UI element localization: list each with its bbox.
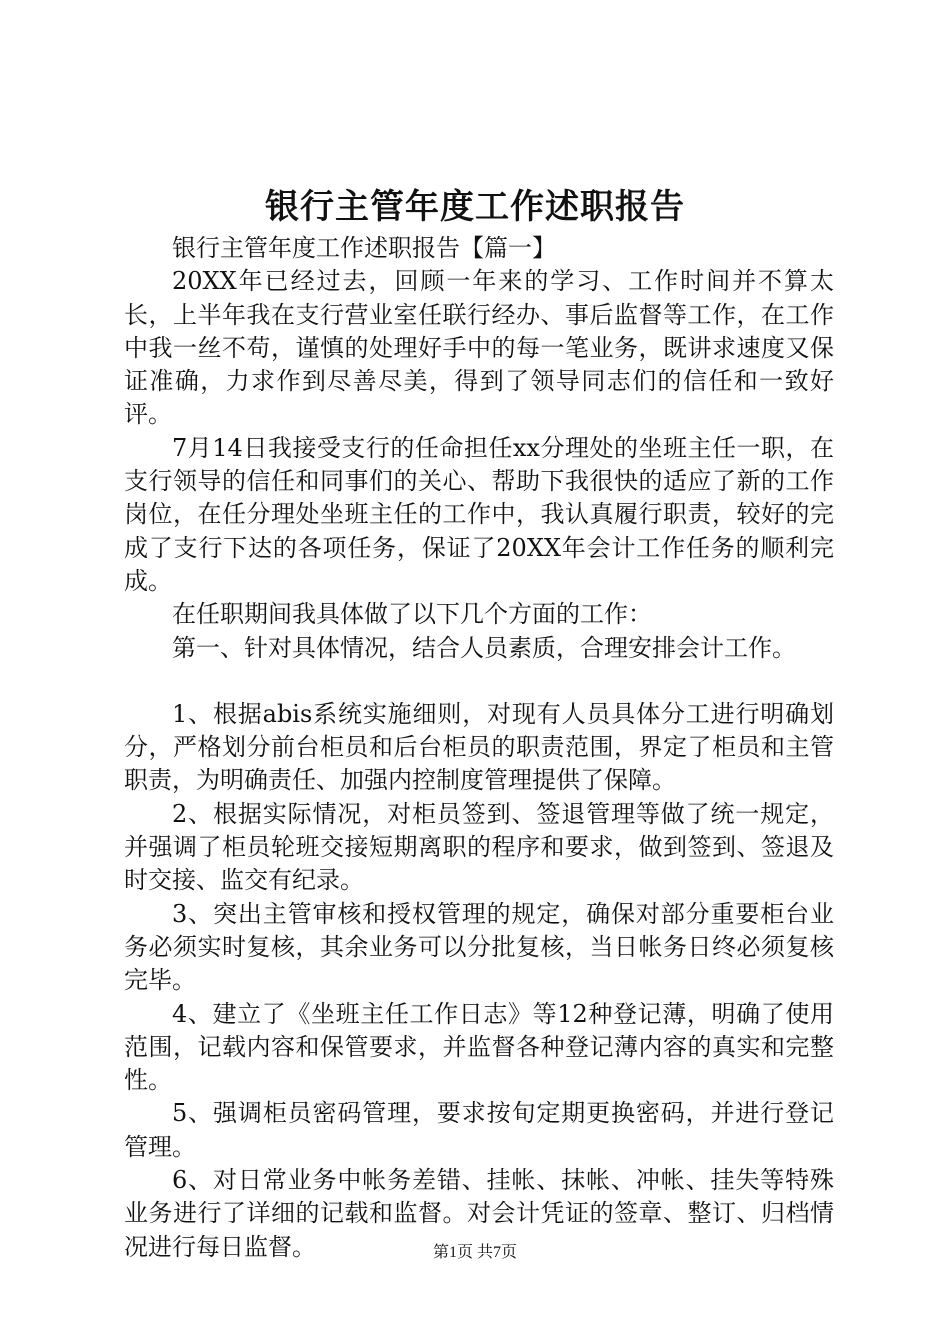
paragraph: 在任职期间我具体做了以下几个方面的工作：: [172, 600, 652, 629]
paragraph: 20XX年已经过去，回顾一年来的学习、工作时间并不算太长，上半年我在支行营业室任联行经办、事后监督等工作，在工作中我一丝不苟，谨慎的处理好手中的每一笔业务，既讲求速度又保证准确，力求作到尽善尽美，得到了领导同志们的信任和一致好评。: [124, 267, 834, 429]
list-item: 4、建立了《坐班主任工作日志》等12种登记薄，明确了使用范围，记载内容和保管要求，并监督各种登记薄内容的真实和完整性。: [124, 999, 834, 1095]
page-number-footer: 第1页 共7页: [432, 1244, 517, 1261]
list-item: 5、强调柜员密码管理，要求按旬定期更换密码，并进行登记管理。: [124, 1099, 834, 1161]
section-heading: 银行主管年度工作述职报告【篇一】: [172, 234, 556, 262]
document-title: 银行主管年度工作述职报告: [265, 187, 685, 227]
list-item: 2、根据实际情况，对柜员签到、签退管理等做了统一规定，并强调了柜员轮班交接短期离职的程序和要求，做到签到、签退及时交接、监交有纪录。: [124, 799, 834, 895]
document-body: [124, 232, 834, 1264]
paragraph: 7月14日我接受支行的任命担任xx分理处的坐班主任一职，在支行领导的信任和同事们的关心、帮助下我很快的适应了新的工作岗位，在任分理处坐班主任的工作中，我认真履行职责，较好的完成了支行下达的各项任务，保证了20XX年会计工作任务的顺利完成。: [124, 433, 834, 595]
paragraph: 第一、针对具体情况，结合人员素质，合理安排会计工作。: [172, 633, 796, 662]
list-item: 3、突出主管审核和授权管理的规定，确保对部分重要柜台业务必须实时复核，其余业务可以分批复核，当日帐务日终必须复核完毕。: [124, 899, 834, 995]
list-item: 1、根据abis系统实施细则，对现有人员具体分工进行明确划分，严格划分前台柜员和后台柜员的职责范围，界定了柜员和主管职责，为明确责任、加强内控制度管理提供了保障。: [124, 699, 834, 795]
list-item: 6、对日常业务中帐务差错、挂帐、抹帐、冲帐、挂失等特殊业务进行了详细的记载和监督。对会计凭证的签章、整订、归档情况进行每日监督。: [124, 1166, 834, 1261]
